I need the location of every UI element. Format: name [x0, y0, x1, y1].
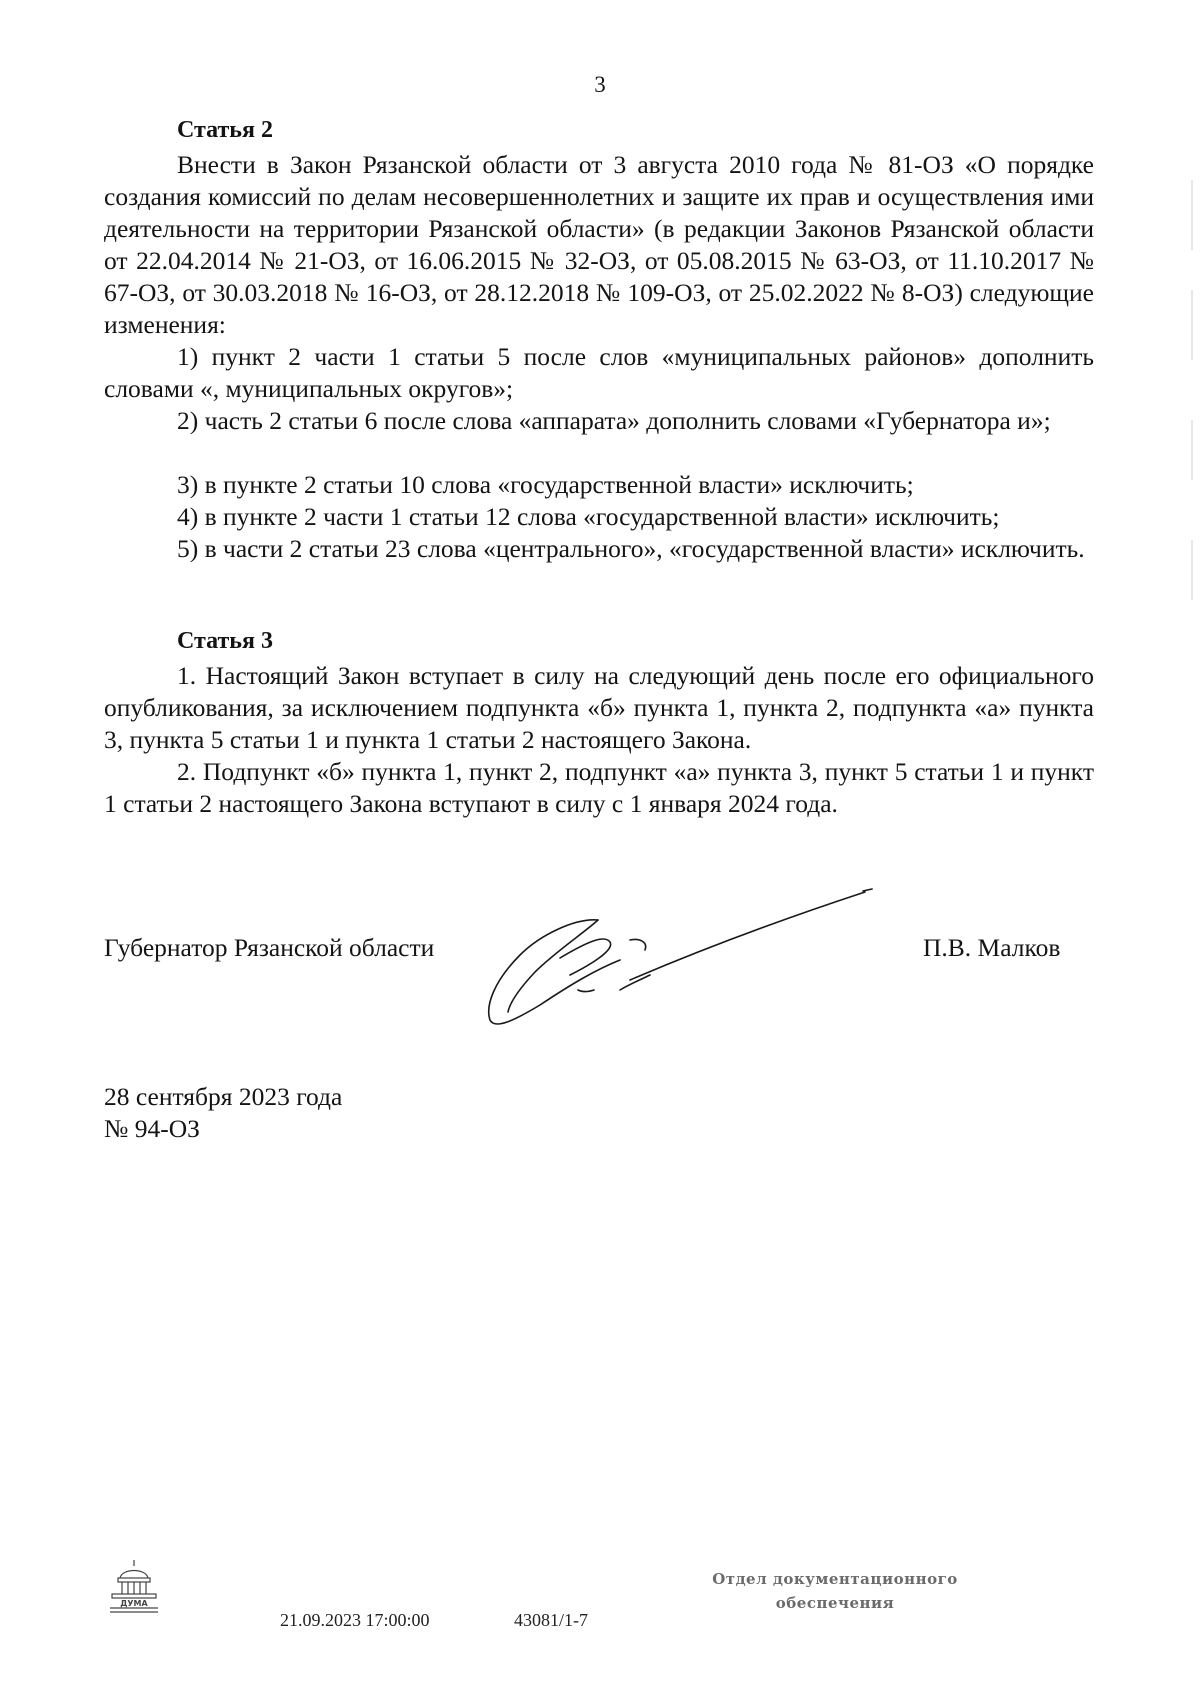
article-2-item-5: 5) в части 2 статьи 23 слова «центрального», «государственной власти» исключить.	[177, 534, 1085, 563]
scan-margin-marks	[1188, 180, 1196, 685]
article-3-item-2: 2. Подпункт «б» пункта 1, пункт 2, подпункт «а» пункта 3, пункт 5 статьи 1 и пункт 1 статьи 2 настоящего Закона вступают в силу с 1 января 2024 года.	[104, 757, 1094, 818]
article-2-item-1: 1) пункт 2 части 1 статьи 5 после слов «муниципальных районов» дополнить словами «, муниципальных округов»;	[104, 342, 1094, 403]
law-number: № 94-ОЗ	[104, 1114, 200, 1143]
footer-timestamp: 21.09.2023 17:00:00	[280, 1610, 430, 1630]
page-number: 3	[594, 72, 606, 97]
stamp-line-2: обеспечения	[775, 1594, 895, 1612]
handwritten-signature	[480, 880, 880, 1055]
article-2-item-2: 2) часть 2 статьи 6 после слова «аппарата» дополнить словами «Губернатора и»;	[177, 406, 1051, 435]
article-2-title: Статья 2	[177, 117, 273, 143]
svg-text:ДУМА: ДУМА	[120, 1599, 148, 1608]
article-3-title: Статья 3	[177, 628, 273, 654]
article-3-item-1: 1. Настоящий Закон вступает в силу на следующий день после его официального опубликования, за исключением подпункта «б» пункта 1, пункта 2, подпункта «а» пункта 3, пункта 5 статьи 1 и пункта 1 статьи 2 настоящего Закона.	[104, 661, 1094, 754]
signatory-position: Губернатор Рязанской области	[104, 933, 435, 962]
article-2-intro: Внести в Закон Рязанской области от 3 августа 2010 года № 81-ОЗ «О порядке создания комиссий по делам несовершеннолетних и защите их прав и осуществления ими деятельности на территории Рязанской области» (в редакции Законов Рязанской области от 22.04.2014 № 21-ОЗ, от 16.06.2015 № 32-ОЗ, от 05.08.2015 № 63-ОЗ, от 11.10.2017 № 67-ОЗ, от 30.03.2018 № 16-ОЗ, от 28.12.2018 № 109-ОЗ, от 25.02.2022 № 8-ОЗ) следующие изменения:	[104, 150, 1094, 339]
law-date: 28 сентября 2023 года	[104, 1082, 343, 1111]
article-2-item-3: 3) в пункте 2 статьи 10 слова «государственной власти» исключить;	[177, 470, 914, 499]
stamp-line-1: Отдел документационного	[712, 1570, 958, 1588]
footer-doc-code: 43081/1-7	[514, 1610, 588, 1630]
department-stamp	[690, 1567, 980, 1615]
duma-logo	[106, 1556, 162, 1621]
article-2-item-4: 4) в пункте 2 части 1 статьи 12 слова «государственной власти» исключить;	[177, 502, 1000, 531]
signatory-name: П.В. Малков	[923, 933, 1061, 962]
